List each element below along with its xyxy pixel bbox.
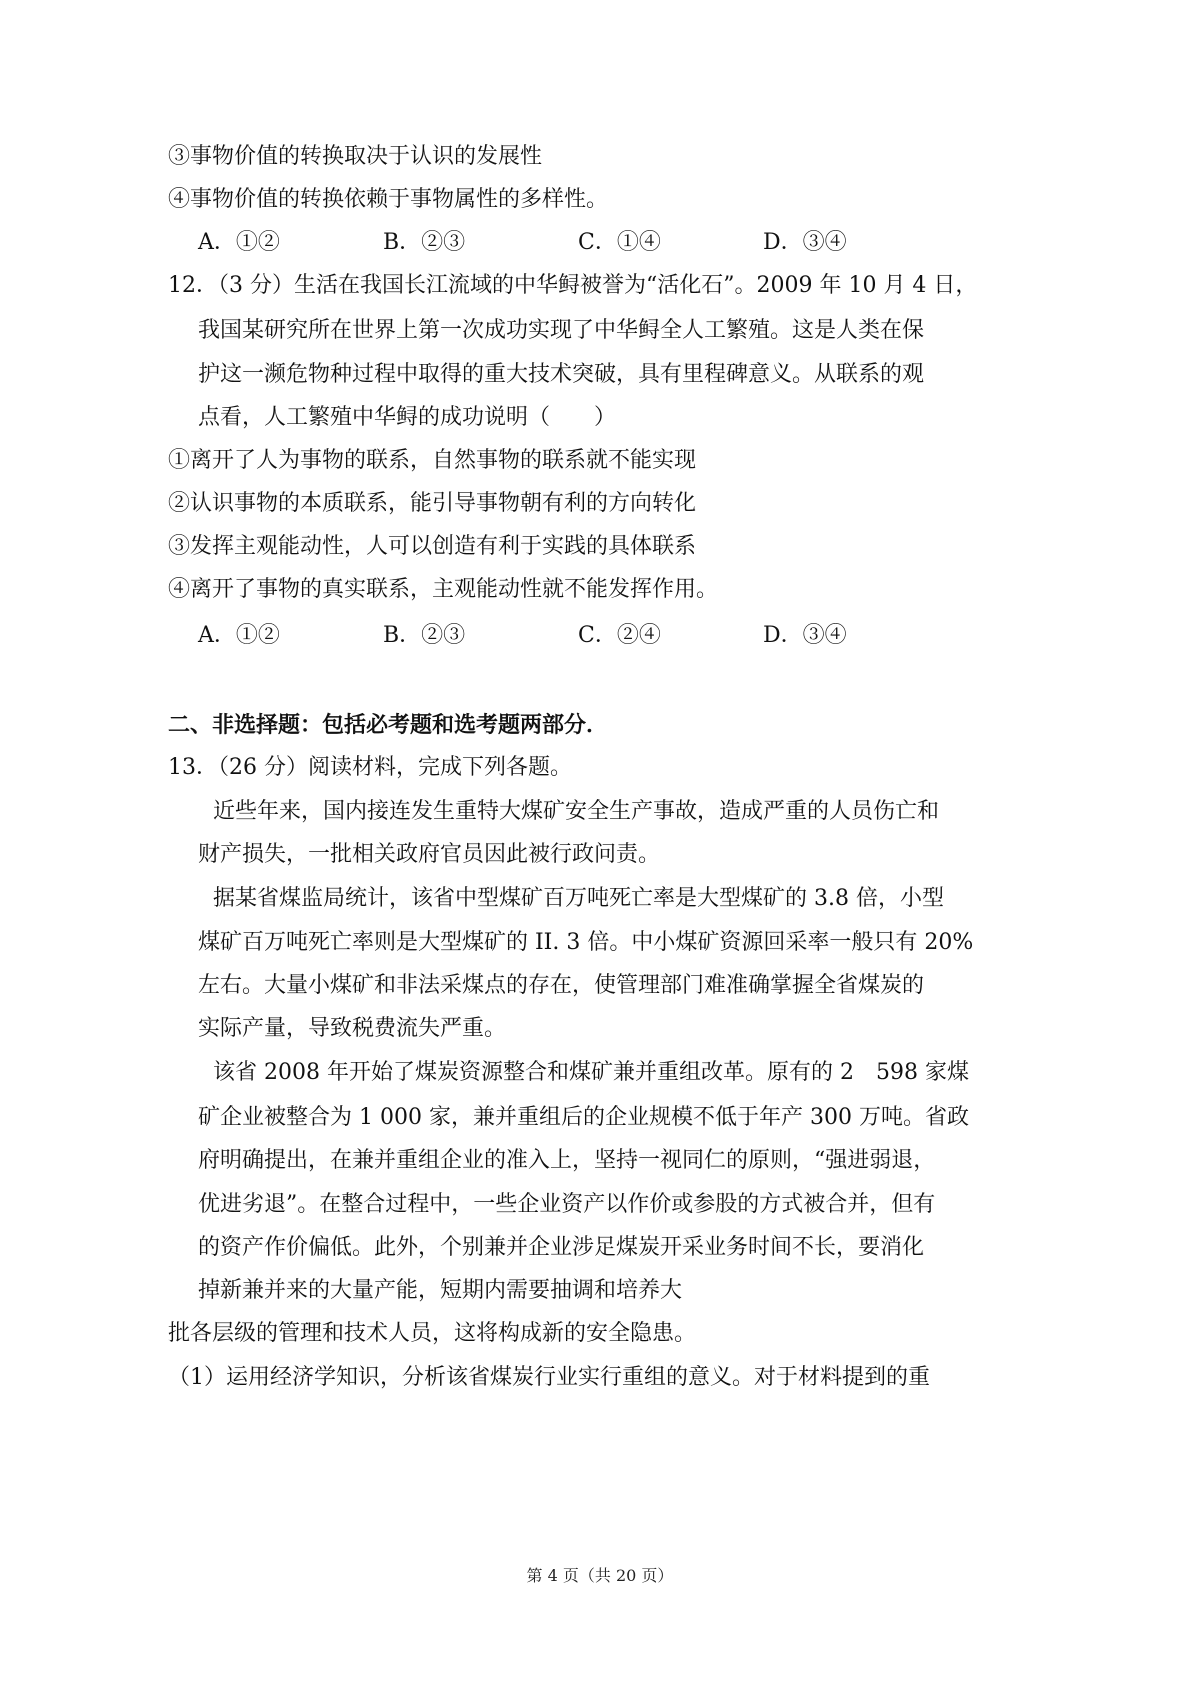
q11-options: [0, 228, 1200, 258]
q12-item-3: ③发挥主观能动性，人可以创造有利于实践的具体联系: [168, 534, 697, 559]
q12-options: [0, 621, 1200, 651]
q12-item-1: ①离开了人为事物的联系，自然事物的联系就不能实现: [168, 448, 697, 473]
q13-stem: 13．（26 分）阅读材料，完成下列各题。: [168, 755, 572, 780]
q12-stem-line-4: 点看，人工繁殖中华鲟的成功说明（ ）: [198, 405, 617, 430]
q11-item-3: ③事物价值的转换取决于认识的发展性: [168, 144, 543, 169]
q12-stem-line-3: 护这一濒危物种过程中取得的重大技术突破，具有里程碑意义。从联系的观: [198, 362, 925, 387]
q13-para2-line-4: 实际产量，导致税费流失严重。: [198, 1016, 507, 1041]
q13-para3-line-5: 的资产作价偏低。此外，个别兼并企业涉足煤炭开采业务时间不长，要消化: [198, 1235, 925, 1260]
q13-para1-line-1: 近些年来，国内接连发生重特大煤矿安全生产事故，造成严重的人员伤亡和: [213, 799, 940, 824]
q12-stem-line-2: 我国某研究所在世界上第一次成功实现了中华鲟全人工繁殖。这是人类在保: [198, 318, 925, 343]
q13-para1-line-2: 财产损失，一批相关政府官员因此被行政问责。: [198, 842, 661, 867]
q13-para2-line-1: 据某省煤监局统计，该省中型煤矿百万吨死亡率是大型煤矿的 3.8 倍，小型: [213, 886, 944, 911]
q13-subquestion-1: （1）运用经济学知识，分析该省煤炭行业实行重组的意义。对于材料提到的重: [168, 1365, 930, 1390]
q13-para3-line-3: 府明确提出，在兼并重组企业的准入上，坚持一视同仁的原则，“强进弱退，: [198, 1148, 936, 1173]
q13-para3-line-2: 矿企业被整合为 1 000 家，兼并重组后的企业规模不低于年产 300 万吨。省政: [198, 1105, 969, 1130]
q13-para3-line-4: 优进劣退”。在整合过程中，一些企业资产以作价或参股的方式被合并，但有: [198, 1192, 936, 1217]
q12-item-4: ④离开了事物的真实联系，主观能动性就不能发挥作用。: [168, 577, 719, 602]
q12-option-a: A．①②: [198, 623, 280, 648]
q12-option-b: B．②③: [383, 623, 466, 648]
q12-option-c: C．②④: [578, 623, 661, 648]
q13-para3-line-1: 该省 2008 年开始了煤炭资源整合和煤矿兼并重组改革。原有的 2 598 家煤: [213, 1060, 969, 1085]
q11-item-4: ④事物价值的转换依赖于事物属性的多样性。: [168, 187, 609, 212]
q11-option-b: B．②③: [383, 230, 466, 255]
q11-option-d: D．③④: [763, 230, 847, 255]
q12-option-d: D．③④: [763, 623, 847, 648]
q11-option-c: C．①④: [578, 230, 661, 255]
page-number-footer: 第 4 页（共 20 页）: [526, 1566, 674, 1585]
section-title: 二、非选择题：包括必考题和选考题两部分．: [168, 712, 609, 738]
q13-para2-line-3: 左右。大量小煤矿和非法采煤点的存在，使管理部门难准确掌握全省煤炭的: [198, 973, 925, 998]
q13-para3-tail: 批各层级的管理和技术人员，这将构成新的安全隐患。: [168, 1321, 697, 1346]
q13-para3-line-6: 掉新兼并来的大量产能，短期内需要抽调和培养大: [198, 1278, 683, 1303]
q13-para2-line-2: 煤矿百万吨死亡率则是大型煤矿的 II. 3 倍。中小煤矿资源回采率一般只有 20%: [198, 930, 974, 955]
q12-item-2: ②认识事物的本质联系，能引导事物朝有利的方向转化: [168, 491, 697, 516]
q11-option-a: A．①②: [198, 230, 280, 255]
q12-stem-line-1: 12．（3 分）生活在我国长江流域的中华鲟被誉为“活化石”。2009 年 10 月 4 日，: [168, 273, 978, 298]
